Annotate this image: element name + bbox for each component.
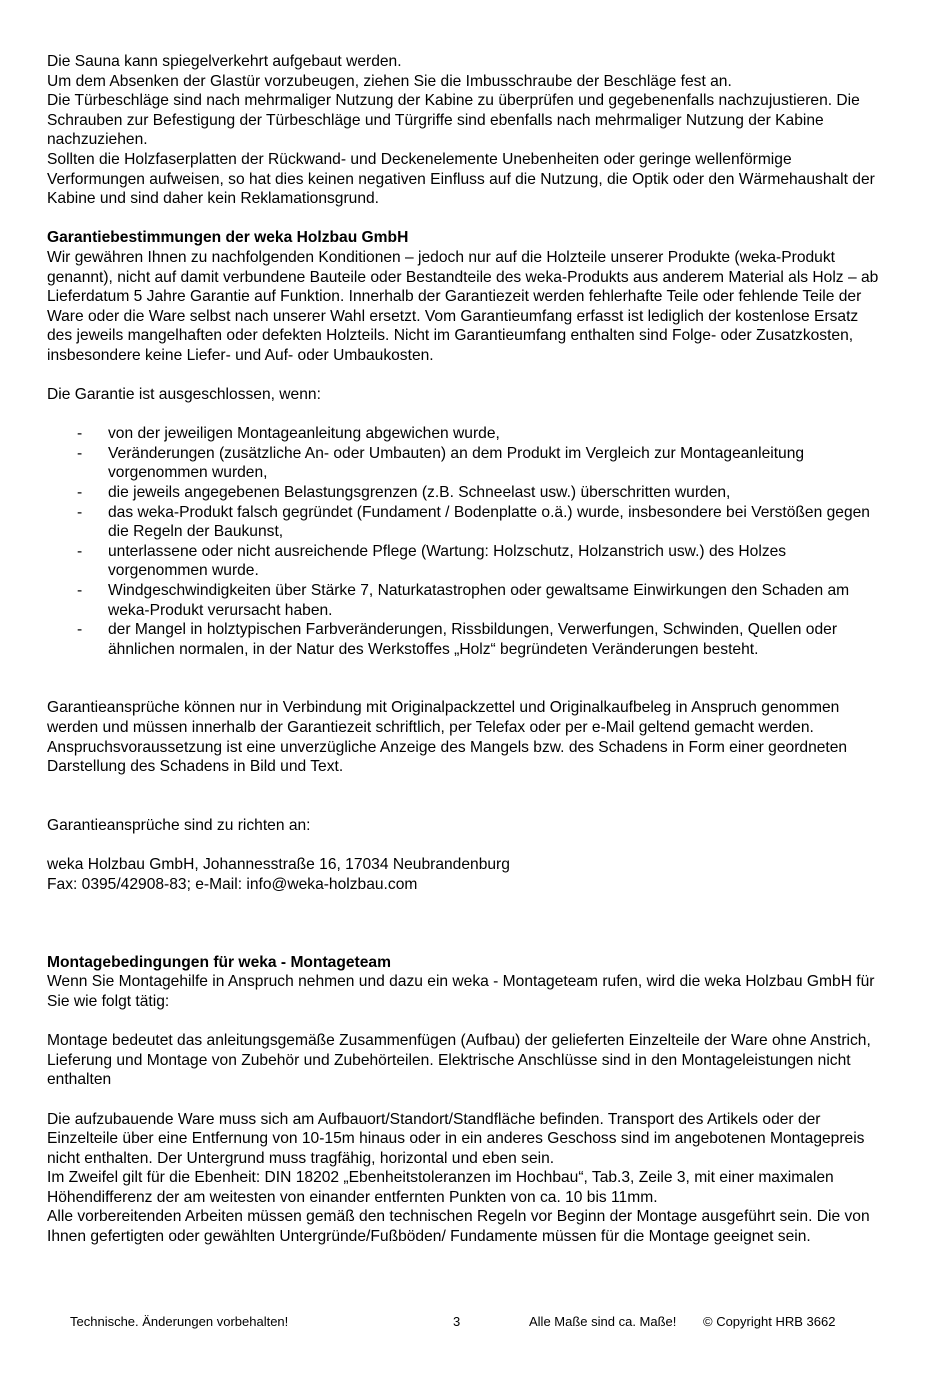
company-contact: Fax: 0395/42908-83; e-Mail: info@weka-holzbau.com — [47, 875, 418, 893]
warranty-body: Wir gewähren Ihnen zu nachfolgenden Konditionen – jedoch nur auf die Holzteile unserer Produkte (weka-Produkt genannt), nicht auf damit verbundene Bauteile oder Bestandteile des weka-Produkts aus anderem Material als Holz – ab Lieferdatum 5 Jahre Garantie auf Funktion. Innerhalb der Garantiezeit werden fehlerhafte Teile oder fehlende Teile der Ware oder die Ware selbst nach unserer Wahl ersetzt. Vom Garantieumfang erfasst ist lediglich der kostenlose Ersatz des jeweils mangelhaften oder defekten Holzteils. Nicht im Garantieumfang enthalten sind Folge- oder Zusatzkosten, insbesondere keine Liefer- und Auf- oder Umbaukosten. — [47, 248, 879, 364]
assembly-flatness: Im Zweifel gilt für die Ebenheit: DIN 18202 „Ebenheitstoleranzen im Hochbau“, Tab.3, Zeile 3, mit einer maximalen Höhendifferenz der am weitesten von einander entfernten Punkten von ca. 10 bis 11mm. — [47, 1169, 834, 1206]
assembly-site: Die aufzubauende Ware muss sich am Aufbauort/Standort/Standfläche befinden. Transport des Artikels oder der Einzelteile über eine Entfernung von 10-15m hinaus oder in ein anderes Geschoss sind im angebotenen Montagepreis nicht enthalten. Der Untergrund muss tragfähig, horizontal und eben sein. — [47, 1110, 865, 1167]
warranty-exclusion-intro: Die Garantie ist ausgeschlossen, wenn: — [47, 386, 321, 404]
list-item: - der Mangel in holztypischen Farbveränderungen, Rissbildungen, Verwerfungen, Schwinden, Quellen oder ähnlichen normalen, in der Natur des Werkstoffes „Holz“ begründeten Veränderungen besteht. — [47, 620, 882, 659]
spacer — [47, 659, 882, 698]
intro-line-fittings: Die Türbeschläge sind nach mehrmaliger Nutzung der Kabine zu überprüfen und gegebenenfalls nachzujustieren. Die Schrauben zur Befestigung der Türbeschläge und Türgriffe sind ebenfalls nach mehrmaliger Nutzung der Kabine nachzuziehen. — [47, 92, 860, 149]
spacer — [47, 366, 882, 386]
spacer — [47, 405, 882, 425]
footer-copyright: © Copyright HRB 3662 — [703, 1314, 836, 1329]
spacer — [47, 835, 882, 855]
warranty-exclusion-list — [47, 424, 882, 659]
page-footer — [0, 1314, 950, 1334]
spacer — [47, 1090, 882, 1110]
spacer — [47, 894, 882, 933]
warranty-heading: Garantiebestimmungen der weka Holzbau GmbH — [47, 229, 409, 247]
spacer — [47, 209, 882, 229]
warranty-claims-to: Garantieansprüche sind zu richten an: — [47, 816, 311, 834]
list-item: - Veränderungen (zusätzliche An- oder Umbauten) an dem Produkt im Vergleich zur Montageanleitung vorgenommen wurden, — [47, 444, 882, 483]
list-item: - unterlassene oder nicht ausreichende Pflege (Wartung: Holzschutz, Holzanstrich usw.) des Holzes vorgenommen wurde. — [47, 542, 882, 581]
spacer — [47, 777, 882, 816]
footer-page-number: 3 — [453, 1314, 461, 1329]
footer-measures: Alle Maße sind ca. Maße! — [529, 1314, 677, 1329]
intro-line-fiberboard: Sollten die Holzfaserplatten der Rückwand- und Deckenelemente Unebenheiten oder geringe wellenförmige Verformungen aufweisen, so hat dies keinen negativen Einfluss auf die Nutzung, die Optik oder den Wärmehaushalt der Kabine und sind daher kein Reklamationsgrund. — [47, 150, 875, 208]
footer-notice: Technische. Änderungen vorbehalten! — [70, 1314, 289, 1329]
list-item: - von der jeweiligen Montageanleitung abgewichen wurde, — [47, 424, 882, 444]
assembly-intro: Wenn Sie Montagehilfe in Anspruch nehmen und dazu ein weka - Montageteam rufen, wird die weka Holzbau GmbH für Sie wie folgt tätig: — [47, 973, 875, 1010]
warranty-claims: Garantieansprüche können nur in Verbindung mit Originalpackzettel und Originalkaufbeleg in Anspruch genommen werden und müssen innerhalb der Garantiezeit schriftlich, per Telefax oder per e-Mail geltend gemacht werden. Anspruchsvoraussetzung ist eine unverzügliche Anzeige des Mangels bzw. des Schadens in Form einer geordneten Darstellung des Schadens in Bild und Text. — [47, 699, 848, 776]
assembly-definition: Montage bedeutet das anleitungsgemäße Zusammenfügen (Aufbau) der gelieferten Einzelteile der Ware ohne Anstrich, Lieferung und Montage von Zubehör und Zubehörteilen. Elektrische Anschlüsse sind in den Montageleistungen nicht enthalten — [47, 1032, 871, 1089]
list-item: - die jeweils angegebenen Belastungsgrenzen (z.B. Schneelast usw.) überschritten wurden, — [47, 483, 882, 503]
spacer — [47, 933, 882, 953]
assembly-preparation: Alle vorbereitenden Arbeiten müssen gemäß den technischen Regeln vor Beginn der Montage ausgeführt sein. Die von Ihnen gefertigten oder gewählten Untergründe/Fußböden/ Fundamente müssen für die Montage geeignet sein. — [47, 1208, 870, 1246]
intro-line-glass-door: Um dem Absenken der Glastür vorzubeugen, ziehen Sie die Imbusschraube der Beschläge fest an. — [47, 72, 732, 90]
intro-line-mirror: Die Sauna kann spiegelverkehrt aufgebaut werden. — [47, 53, 402, 70]
company-address: weka Holzbau GmbH, Johannesstraße 16, 17034 Neubrandenburg — [47, 855, 510, 873]
list-item: - Windgeschwindigkeiten über Stärke 7, Naturkatastrophen oder gewaltsame Einwirkungen den Schaden am weka-Produkt verursacht haben. — [47, 581, 882, 620]
spacer — [47, 1012, 882, 1032]
list-item: - das weka-Produkt falsch gegründet (Fundament / Bodenplatte o.ä.) wurde, insbesondere bei Verstößen gegen die Regeln der Baukunst, — [47, 503, 882, 542]
assembly-heading: Montagebedingungen für weka - Montageteam — [47, 953, 391, 971]
document-body — [47, 52, 882, 1247]
